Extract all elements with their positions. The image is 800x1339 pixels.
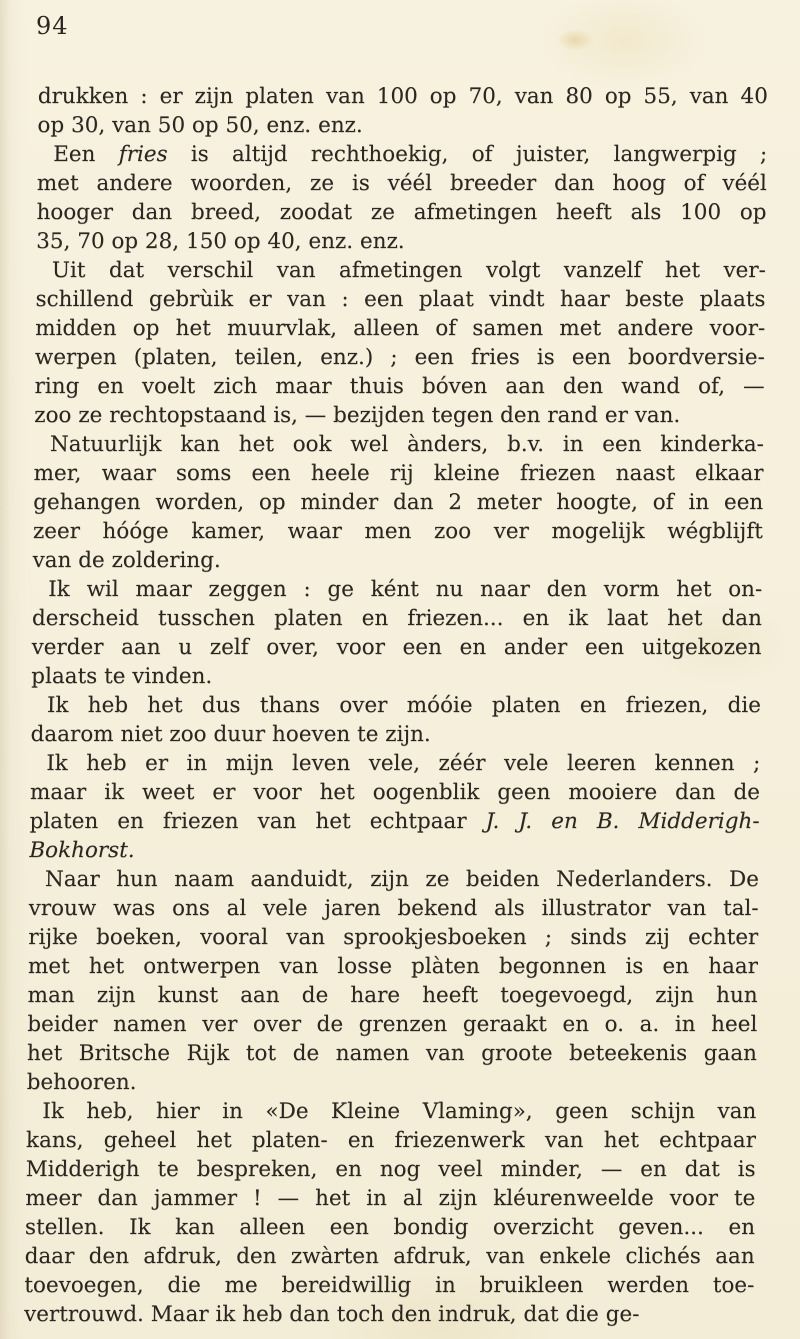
text-segment: schillend gebrùik er van : een plaat vindt haar beste plaats (35, 287, 766, 312)
text-line (34, 401, 764, 430)
text-line (32, 604, 762, 633)
text-segment: Naar hun naam aanduidt, zijn ze beiden Nederlanders. De (44, 867, 760, 892)
text-segment: platen en friezen van het echtpaar (29, 809, 486, 834)
text-segment: het Britsche Rijk tot de namen van groote beteekenis gaan (26, 1041, 758, 1066)
text-line (35, 343, 765, 372)
text-line (31, 662, 761, 691)
text-line (31, 691, 761, 720)
text-segment: midden op het muurvlak, alleen of samen met andere voor- (35, 316, 766, 341)
text-segment: Ik heb er in mijn leven vele, zéér vele leeren kennen ; (46, 751, 761, 776)
text-line (36, 227, 766, 256)
text-line (25, 1184, 755, 1213)
text-line (29, 865, 759, 894)
text-segment: Natuurlijk kan het ook wel ànders, b.v. in een kinderka- (49, 432, 765, 457)
text-line (35, 285, 765, 314)
text-segment: maar ik weet er voor het oogenblik geen mooiere dan de (29, 780, 761, 805)
text-line (33, 517, 763, 546)
italic-text-segment: J. J. en B. Midderigh- (485, 809, 760, 834)
text-segment: hooger dan breed, zoodat ze afmetingen heeft als 100 op (36, 200, 767, 225)
text-line (25, 1155, 755, 1184)
text-line (36, 256, 766, 285)
text-segment: daarom niet zoo duur hoeven te zijn. (30, 722, 431, 747)
text-segment: zoo ze rechtopstaand is, — bezijden tegen den rand er van. (34, 403, 681, 428)
text-line (24, 1271, 754, 1300)
text-segment: kans, geheel het platen- en friezenwerk van het echtpaar (25, 1128, 757, 1153)
text-line (27, 981, 757, 1010)
text-segment: Ik heb het dus thans over móóie platen en friezen, die (46, 693, 762, 718)
text-segment: zeer hóóge kamer, waar men zoo ver mogelijk wégblijft (32, 519, 764, 544)
text-line (34, 372, 764, 401)
text-line (29, 836, 759, 865)
text-segment: werpen (platen, teilen, enz.) ; een fries is een boordversie- (34, 345, 766, 370)
text-segment: Uit dat verschil van afmetingen volgt vanzelf het ver- (51, 258, 767, 283)
italic-text-segment: Bokhorst. (29, 838, 135, 863)
text-line (36, 198, 766, 227)
text-segment: gehangen worden, op minder dan 2 meter hoogte, of in een (33, 490, 764, 515)
text-line (28, 952, 758, 981)
text-line (25, 1213, 755, 1242)
text-segment: rijke boeken, vooral van sprookjesboeken ; sinds zij echter (28, 925, 759, 950)
text-line (33, 459, 763, 488)
text-segment: verder aan u zelf over, voor een en ander een uitgekozen (31, 635, 762, 660)
text-segment: Midderigh te bespreken, en nog veel minder, — en dat is (25, 1157, 756, 1182)
body-text (24, 82, 768, 1329)
text-line (26, 1126, 756, 1155)
text-segment: toevoegen, die me bereidwillig in bruikleen werden toe- (24, 1273, 755, 1298)
text-line (38, 82, 768, 111)
text-line (28, 923, 758, 952)
text-segment: mer, waar soms een heele rij kleine friezen naast elkaar (33, 461, 764, 486)
text-line (24, 1300, 754, 1329)
text-segment: plaats te vinden. (31, 664, 213, 689)
text-line (27, 1010, 757, 1039)
text-segment: vrouw was ons al vele jaren bekend als illustrator van tal- (28, 896, 759, 921)
text-line (32, 575, 762, 604)
page-number: 94 (36, 12, 69, 40)
text-line (28, 894, 758, 923)
text-line (30, 720, 760, 749)
text-line (29, 807, 759, 836)
text-line (30, 749, 760, 778)
text-line (31, 633, 761, 662)
text-segment: man zijn kunst aan de hare heeft toegevoegd, zijn hun (27, 983, 758, 1008)
text-line (26, 1068, 756, 1097)
text-line (32, 546, 762, 575)
text-segment: is altijd rechthoekig, of juister, langwerpig ; (167, 142, 768, 167)
text-line (26, 1097, 756, 1126)
text-segment: derscheid tusschen platen en friezen... en ik laat het dan (31, 606, 763, 631)
text-segment: beider namen ver over de grenzen geraakt en o. a. in heel (27, 1012, 758, 1037)
text-segment: drukken : er zijn platen van 100 op 70, van 80 op 55, van 40 (37, 84, 768, 109)
text-segment: ring en voelt zich maar thuis bóven aan den wand of, — (34, 374, 765, 399)
text-segment: meer dan jammer ! — het in al zijn kléurenweelde voor te (25, 1186, 756, 1211)
text-segment: met andere woorden, ze is véél breeder dan hoog of véél (36, 171, 767, 196)
text-segment: op 30, van 50 op 50, enz. enz. (37, 113, 363, 138)
text-line (35, 314, 765, 343)
text-line (37, 140, 767, 169)
text-segment: vertrouwd. Maar ik heb dan toch den indruk, dat die ge- (23, 1302, 640, 1327)
text-line (30, 778, 760, 807)
text-line (25, 1242, 755, 1271)
text-line (37, 169, 767, 198)
text-segment: daar den afdruk, den zwàrten afdruk, van enkele clichés aan (24, 1244, 755, 1269)
text-segment: Ik heb, hier in «De Kleine Vlaming», geen schijn van (42, 1099, 757, 1124)
text-segment: stellen. Ik kan alleen een bondig overzicht geven... en (24, 1215, 756, 1240)
text-segment: behooren. (26, 1070, 137, 1095)
text-segment: van de zoldering. (32, 548, 221, 573)
text-segment: met het ontwerpen van losse plàten begonnen is en haar (27, 954, 759, 979)
italic-text-segment: fries (118, 142, 168, 167)
text-line (27, 1039, 757, 1068)
text-segment: Ik wil maar zeggen : ge ként nu naar den vorm het on- (48, 577, 763, 602)
text-segment: 35, 70 op 28, 150 op 40, enz. enz. (36, 229, 405, 254)
text-line (33, 488, 763, 517)
text-line (37, 111, 767, 140)
text-segment: Een (53, 142, 119, 167)
text-line (34, 430, 764, 459)
